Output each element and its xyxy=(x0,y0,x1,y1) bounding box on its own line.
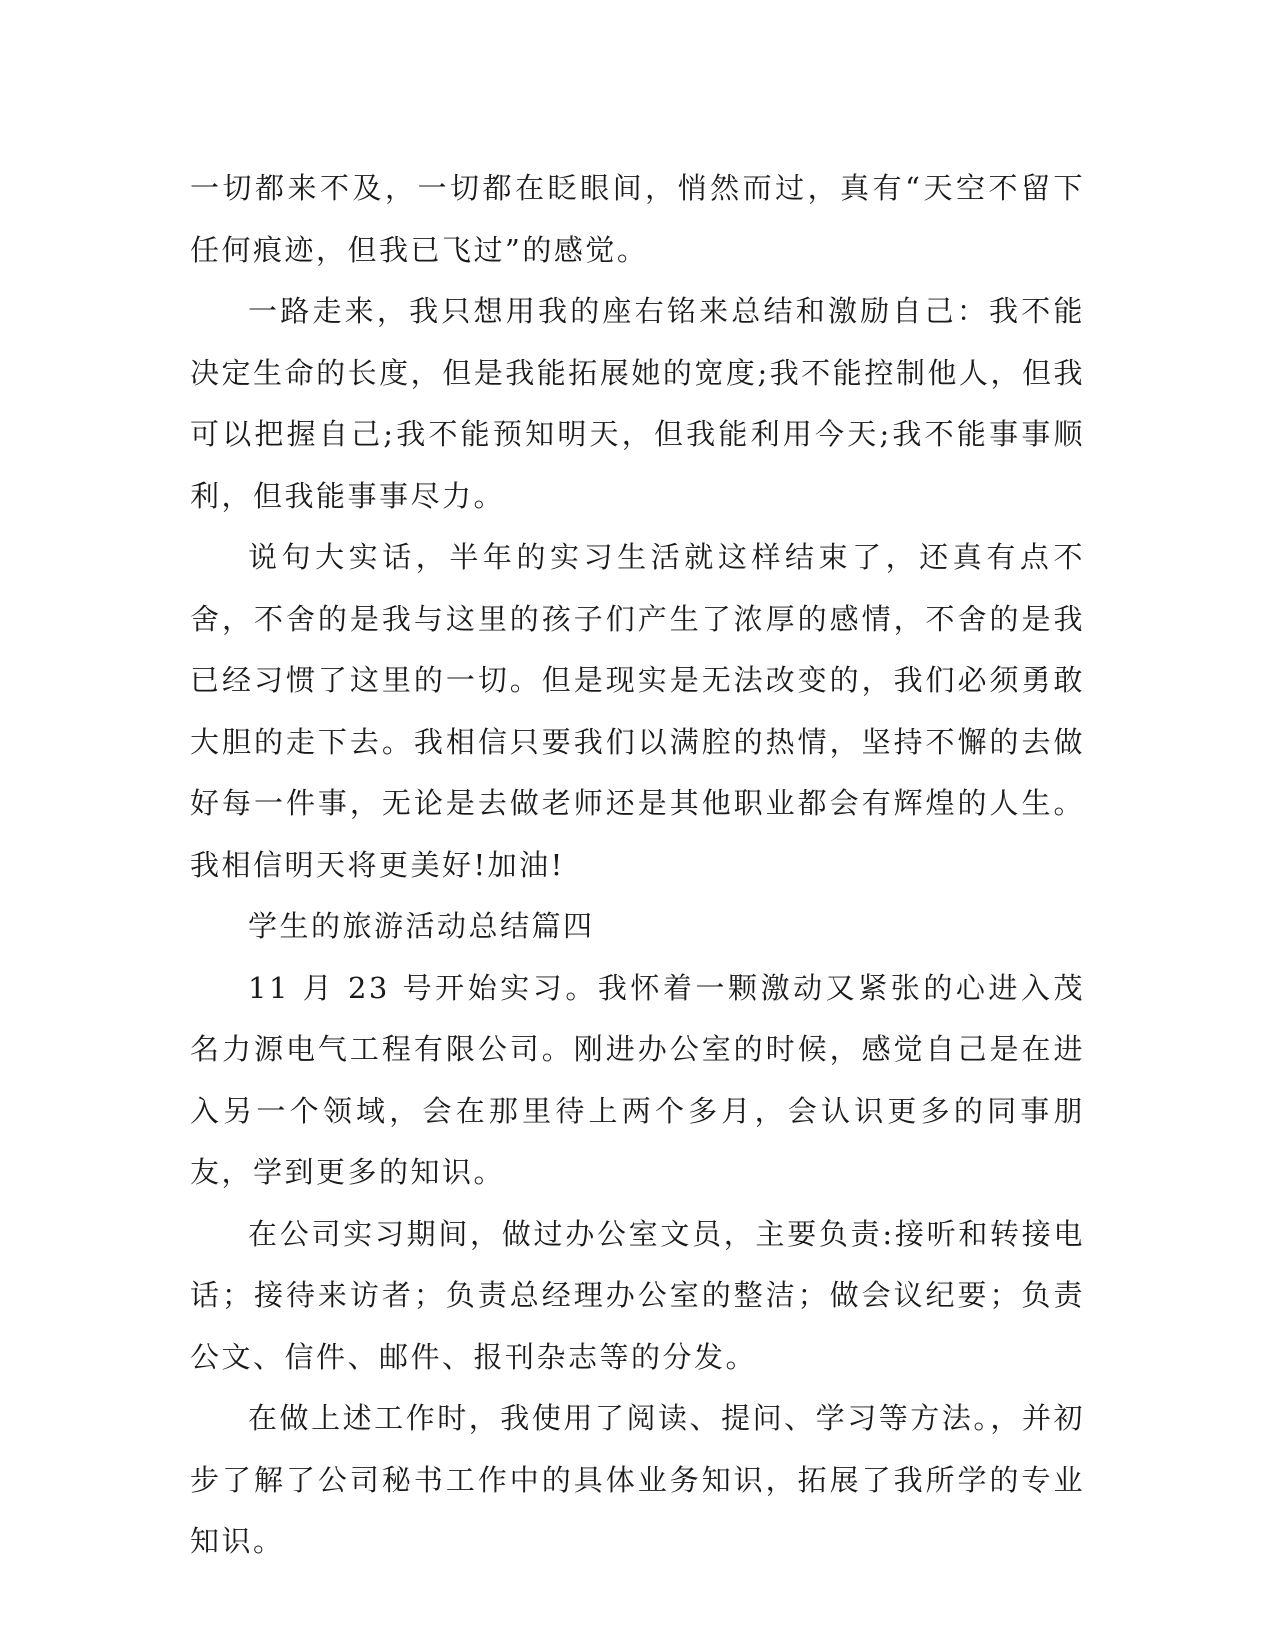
paragraph-6: 在做上述工作时，我使用了阅读、提问、学习等方法。，并初步了解了公司秘书工作中的具体业务知识，拓展了我所学的专业知识。 xyxy=(190,1401,1085,1558)
paragraph-3: 说句大实话，半年的实习生活就这样结束了，还真有点不舍，不舍的是我与这里的孩子们产生了浓厚的感情，不舍的是我已经习惯了这里的一切。但是现实是无法改变的，我们必须勇敢大胆的走下去。我相信只要我们以满腔的热情，坚持不懈的去做好每一件事，无论是去做老师还是其他职业都会有辉煌的人生。我相信明天将更美好!加油! xyxy=(190,540,1085,882)
document-body xyxy=(190,158,1085,1573)
paragraph-5: 在公司实习期间，做过办公室文员，主要负责:接听和转接电话；接待来访者；负责总经理办公室的整洁；做会议纪要；负责公文、信件、邮件、报刊杂志等的分发。 xyxy=(190,1216,1085,1374)
paragraph-2: 一路走来，我只想用我的座右铭来总结和激励自己：我不能决定生命的长度，但是我能拓展她的宽度;我不能控制他人，但我可以把握自己;我不能预知明天，但我能利用今天;我不能事事顺利，但我能事事尽力。 xyxy=(190,294,1085,513)
section-heading: 学生的旅游活动总结篇四 xyxy=(248,909,595,943)
paragraph-1: 一切都来不及，一切都在眨眼间，悄然而过，真有“天空不留下任何痕迹，但我已飞过”的感觉。 xyxy=(190,171,1085,267)
paragraph-4: 11 月 23 号开始实习。我怀着一颗激动又紧张的心进入茂名力源电气工程有限公司。刚进办公室的时候，感觉自己是在进入另一个领域，会在那里待上两个多月，会认识更多的同事朋友，学到更多的知识。 xyxy=(190,970,1085,1189)
